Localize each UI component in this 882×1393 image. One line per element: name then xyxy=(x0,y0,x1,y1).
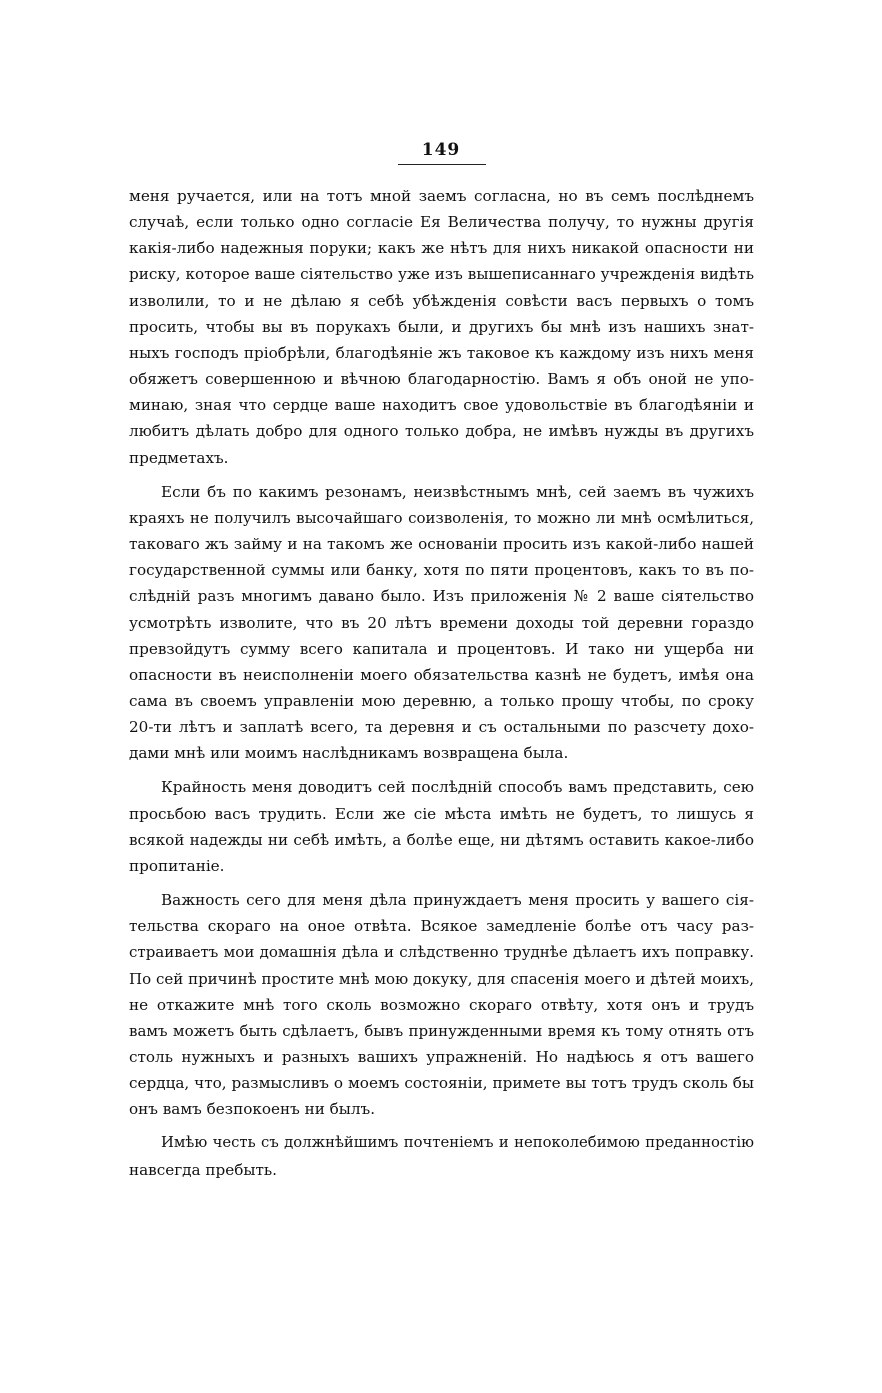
text-line: государственной суммы или банку, хотя по пяти процентовъ, какъ то въ по- xyxy=(129,561,754,580)
text-line xyxy=(129,774,754,800)
page-number: 149 xyxy=(421,140,461,160)
text-line: предметахъ. xyxy=(129,448,229,467)
text-line-content: Если бъ по какимъ резонамъ, неизвѣстнымъ мнѣ, сей заемъ въ чужихъ xyxy=(161,482,754,501)
text-line-content: Имѣю честь съ должнѣйшимъ почтеніемъ и непоколебимою преданностію xyxy=(161,1134,754,1152)
text-line-content: Крайность меня доводитъ сей послѣдній способъ вамъ представить, сею xyxy=(161,778,754,797)
text-line: не откажите мнѣ того сколь возможно скораго отвѣту, хотя онъ и трудъ xyxy=(129,995,754,1014)
text-line: 20-ти лѣтъ и заплатѣ всего, та деревня и съ остальными по разсчету дохо- xyxy=(129,718,754,737)
text-line: таковаго жъ займу и на такомъ же основаніи просить изъ какой-либо нашей xyxy=(129,535,754,554)
text-line xyxy=(129,479,754,505)
text-line: любитъ дѣлать добро для одного только добра, не имѣвъ нужды въ другихъ xyxy=(129,422,754,441)
text-line: краяхъ не получилъ высочайшаго соизволенія, то можно ли мнѣ осмѣлиться, xyxy=(129,508,754,527)
text-line: тельства скораго на оное отвѣта. Всякое замедленіе болѣе отъ часу раз- xyxy=(129,917,754,936)
text-line: вамъ можетъ быть сдѣлаетъ, бывъ принужденными время къ тому отнять отъ xyxy=(129,1021,754,1040)
text-line-content: Важность сего для меня дѣла принуждаетъ меня просить у вашего сія- xyxy=(161,891,754,910)
text-line xyxy=(129,887,754,913)
text-line: ныхъ господъ пріобрѣли, благодѣяніе жъ таковое къ каждому изъ нихъ меня xyxy=(129,343,754,362)
text-line: риску, которое ваше сіятельство уже изъ вышеписаннаго учрежденія видѣть xyxy=(129,265,754,284)
page-number-rule xyxy=(398,164,486,165)
text-line: пропитаніе. xyxy=(129,856,225,875)
body-text xyxy=(129,183,754,1183)
paragraph xyxy=(129,183,754,471)
text-line: обяжетъ совершенною и вѣчною благодарностію. Вамъ я объ оной не упо- xyxy=(129,370,754,389)
text-line: всякой надежды ни себѣ имѣть, а болѣе еще, ни дѣтямъ оставить какое-либо xyxy=(129,830,754,849)
text-line xyxy=(129,1130,754,1156)
text-line: По сей причинѣ простите мнѣ мою докуку, для спасенія моего и дѣтей моихъ, xyxy=(129,969,754,988)
text-line: страиваетъ мои домашнія дѣла и слѣдственно труднѣе дѣлаетъ ихъ поправку. xyxy=(129,943,754,962)
text-line: какія-либо надежныя поруки; какъ же нѣтъ для нихъ никакой опасности ни xyxy=(129,239,754,258)
text-line: опасности въ неисполненіи моего обязательства казнѣ не будетъ, имѣя она xyxy=(129,665,754,684)
text-line: случаѣ, если только одно согласіе Ея Величества получу, то нужны другія xyxy=(129,213,754,232)
text-line: навсегда пребыть. xyxy=(129,1160,277,1179)
paragraph xyxy=(129,774,754,879)
text-line: просьбою васъ трудить. Если же сіе мѣста имѣть не будетъ, то лишусь я xyxy=(129,804,754,823)
paragraph xyxy=(129,479,754,767)
text-line: изволили, то и не дѣлаю я себѣ убѣжденія совѣсти васъ первыхъ о томъ xyxy=(129,291,754,310)
text-line: сердца, что, размысливъ о моемъ состояніи, примете вы тотъ трудъ сколь бы xyxy=(129,1074,754,1093)
text-line: меня ручается, или на тотъ мной заемъ согласна, но въ семъ послѣднемъ xyxy=(129,187,754,205)
text-line: дами мнѣ или моимъ наслѣдникамъ возвращена была. xyxy=(129,744,569,763)
text-line: онъ вамъ безпокоенъ ни былъ. xyxy=(129,1100,376,1119)
paragraph xyxy=(129,1130,754,1182)
text-line: сама въ своемъ управленіи мою деревню, а только прошу чтобы, по сроку xyxy=(129,691,754,710)
text-line: столь нужныхъ и разныхъ вашихъ упражненій. Но надѣюсь я отъ вашего xyxy=(129,1048,754,1066)
paragraph xyxy=(129,887,754,1122)
text-line: просить, чтобы вы въ порукахъ были, и другихъ бы мнѣ изъ нашихъ знат- xyxy=(129,317,754,336)
text-line: слѣдній разъ многимъ давано было. Изъ приложенія № 2 ваше сіятельство xyxy=(129,587,754,606)
text-line: превзойдутъ сумму всего капитала и процентовъ. И тако ни ущерба ни xyxy=(129,639,754,658)
text-line: усмотрѣть изволите, что въ 20 лѣтъ времени доходы той деревни гораздо xyxy=(129,613,754,632)
text-line: минаю, зная что сердце ваше находитъ свое удовольствіе въ благодѣяніи и xyxy=(129,396,754,415)
